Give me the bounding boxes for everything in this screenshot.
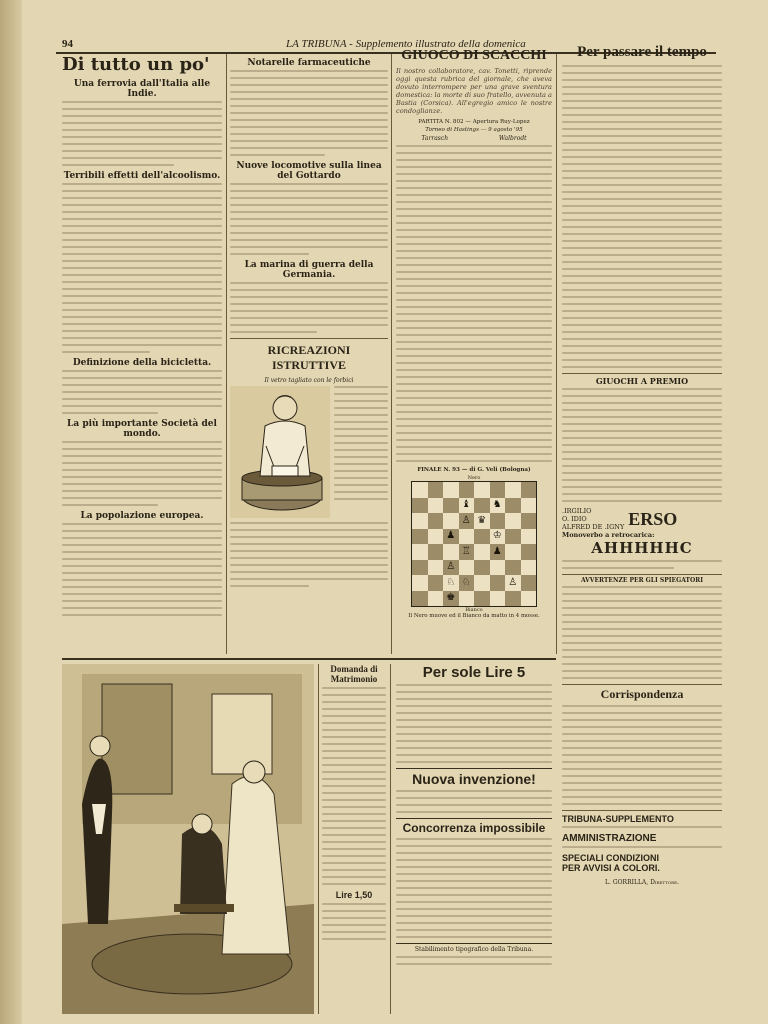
chess-square <box>521 591 537 607</box>
subhead-bicycle: Definizione della bicicletta. <box>72 358 212 368</box>
prize-games <box>562 388 722 502</box>
chess-square <box>521 560 537 576</box>
subhead-pharmacy: Notarelle farmaceutiche <box>247 58 371 68</box>
advert-insertions: TRIBUNA-SUPPLEMENTO AMMINISTRAZIONE SPECIALI CONDIZIONI PER AVVISI A COLORI. <box>562 810 722 873</box>
chess-square <box>505 560 521 576</box>
subhead-prize-games: GIUOCHI A PREMIO <box>562 373 722 386</box>
chess-square <box>459 529 475 545</box>
chess-square <box>443 482 459 498</box>
player-white: Tarrasch <box>421 135 449 142</box>
chess-square <box>412 529 428 545</box>
advert-column <box>396 664 552 1014</box>
chess-square <box>459 482 475 498</box>
editor-signature: L. GORRILLA, Direttore. <box>605 879 679 886</box>
chess-square <box>443 498 459 514</box>
article-bicycle <box>62 370 222 414</box>
chess-square <box>505 482 521 498</box>
chess-square: ♙ <box>459 513 475 529</box>
board-top-label: Nero <box>467 475 481 481</box>
monoverbo-label: Monoverbo a retrocarica: <box>562 531 655 539</box>
chess-square <box>412 560 428 576</box>
correspondence <box>562 705 722 805</box>
chess-square: ♟ <box>490 544 506 560</box>
chess-moves <box>396 145 552 462</box>
article-society <box>62 441 222 506</box>
subhead-railway: Una ferrovia dall'Italia alle Indie. <box>73 79 211 99</box>
section-title-miscellany: Di tutto un po' <box>62 54 210 75</box>
chess-square <box>428 513 444 529</box>
chess-square <box>474 529 490 545</box>
chess-square <box>521 575 537 591</box>
chess-square <box>490 513 506 529</box>
section-title-pastime: Per passare il tempo <box>577 44 707 60</box>
chess-square <box>428 498 444 514</box>
chess-square <box>459 591 475 607</box>
chess-square <box>428 575 444 591</box>
chess-square <box>412 591 428 607</box>
advert-price: Lire 1,50 <box>335 890 373 900</box>
section-title-correspondence: Corrispondenza <box>562 684 722 702</box>
illus-caption-glass: Il vetro tagliato con le forbici <box>264 377 354 384</box>
player-black: Walbrodt <box>498 135 527 142</box>
article-recreation <box>334 386 388 518</box>
column-rule <box>226 54 227 654</box>
article-alcoholism <box>62 183 222 353</box>
notices <box>562 586 722 679</box>
chessboard <box>411 481 537 607</box>
chess-square: ♛ <box>474 513 490 529</box>
chess-square <box>412 544 428 560</box>
chess-square <box>505 513 521 529</box>
chess-square <box>521 544 537 560</box>
chess-square <box>521 498 537 514</box>
chess-square: ♝ <box>459 498 475 514</box>
chess-square: ♘ <box>443 575 459 591</box>
chess-square <box>443 544 459 560</box>
chess-square <box>490 591 506 607</box>
column-news <box>62 54 222 654</box>
advert-title-competition: Concorrenza impossibile <box>396 818 552 835</box>
advert-title-lire: Per sole Lire 5 <box>422 664 526 681</box>
article-navy <box>230 282 388 333</box>
subhead-notices: AVVERTENZE PER GLI SPIEGATORI <box>562 574 722 584</box>
chess-square <box>490 560 506 576</box>
chess-square <box>428 529 444 545</box>
article-railway <box>62 101 222 166</box>
column-pharmacy <box>230 54 388 654</box>
chess-square <box>443 513 459 529</box>
chess-square <box>490 575 506 591</box>
article-locomotives <box>230 183 388 255</box>
chess-square <box>490 482 506 498</box>
chess-square: ♞ <box>490 498 506 514</box>
page-binding-edge <box>0 0 22 1024</box>
section-title-recreations: RICREAZIONI ISTRUTTIVE <box>267 343 351 372</box>
chess-square <box>428 482 444 498</box>
board-bottom-label: Bianco <box>465 607 483 613</box>
chess-intro: Il nostro collaboratore, cav. Tonetti, riprende oggi questa rubrica del giornale, che aveva dovuto interrompere per una grave sventura domestica: la morte di suo fratello, avvenuta a Bastia (Corsica). All'egregio amico le nostre condoglianze. <box>396 67 552 115</box>
column-rule <box>390 664 391 1014</box>
chess-square: ♘ <box>459 575 475 591</box>
chess-square: ♔ <box>490 529 506 545</box>
subhead-locomotives: Nuove locomotive sulla linea del Gottardo <box>236 161 382 181</box>
chess-problem-caption: FINALE N. 93 — di G. Veli (Bologna) <box>417 467 531 473</box>
chess-square <box>412 482 428 498</box>
advert-matrimony <box>322 664 386 1014</box>
chess-square: ♖ <box>459 544 475 560</box>
chess-square <box>505 591 521 607</box>
article-pharmacy <box>230 70 388 156</box>
chess-square <box>474 591 490 607</box>
chess-square <box>474 498 490 514</box>
rebus-answer: ERSO <box>628 508 678 529</box>
chess-square <box>412 498 428 514</box>
chess-square: ♚ <box>443 591 459 607</box>
puzzle-solutions <box>562 65 722 368</box>
chess-square <box>505 529 521 545</box>
article-recreation-cont <box>230 522 388 587</box>
chess-square <box>521 529 537 545</box>
subhead-population: La popolazione europea. <box>80 511 204 521</box>
rebus: .IRGILIO O. IDIO ALFRED DE .IGNY ERSO <box>562 507 678 531</box>
chess-square <box>474 575 490 591</box>
chess-square <box>412 513 428 529</box>
chess-square <box>474 482 490 498</box>
column-rule <box>556 54 557 654</box>
chess-square <box>505 498 521 514</box>
chess-square: ♙ <box>443 560 459 576</box>
chess-square <box>521 482 537 498</box>
chess-square: ♟ <box>443 529 459 545</box>
horizontal-rule <box>62 658 556 660</box>
chess-game-head: PARTITA N. 802 — Apertura Ruy-Lopez <box>418 119 530 125</box>
chess-square: ♙ <box>505 575 521 591</box>
chess-problem-note: Il Nero muove ed il Bianco da matto in 4 mosse. <box>408 613 540 619</box>
column-rule <box>391 54 392 654</box>
advert-title-invention: Nuova invenzione! <box>396 768 552 787</box>
page-number: 94 <box>62 38 73 50</box>
column-chess <box>396 48 552 654</box>
chess-square <box>474 544 490 560</box>
column-puzzles <box>562 44 722 1014</box>
chess-square <box>412 575 428 591</box>
chess-square <box>459 560 475 576</box>
header-title: LA TRIBUNA - Supplemento illustrato della domenica <box>286 38 526 50</box>
illustration-marriage-scene <box>62 664 314 1014</box>
chess-square <box>474 560 490 576</box>
subhead-alcoholism: Terribili effetti dell'alcoolismo. <box>63 171 221 181</box>
chess-square <box>428 560 444 576</box>
monoverbo-puzzle: AHHHHHC <box>591 539 693 557</box>
section-title-chess: GIUOCO DI SCACCHI <box>401 48 547 63</box>
chess-square <box>428 591 444 607</box>
column-rule <box>318 664 319 1014</box>
chess-square <box>505 544 521 560</box>
chess-game-sub: Torneo di Hastings — 9 agosto '95 <box>425 127 523 133</box>
illustration-cutting-glass <box>230 386 330 518</box>
subhead-society: La più importante Società del mondo. <box>67 419 217 439</box>
advert-matrimony-title: Domanda di Matrimonio <box>330 664 378 684</box>
chess-square <box>428 544 444 560</box>
subhead-navy: La marina di guerra della Germania. <box>244 260 374 280</box>
chess-square <box>521 513 537 529</box>
article-population <box>62 523 222 616</box>
footer-printer: Stabilimento tipografico della Tribuna. <box>396 943 552 953</box>
